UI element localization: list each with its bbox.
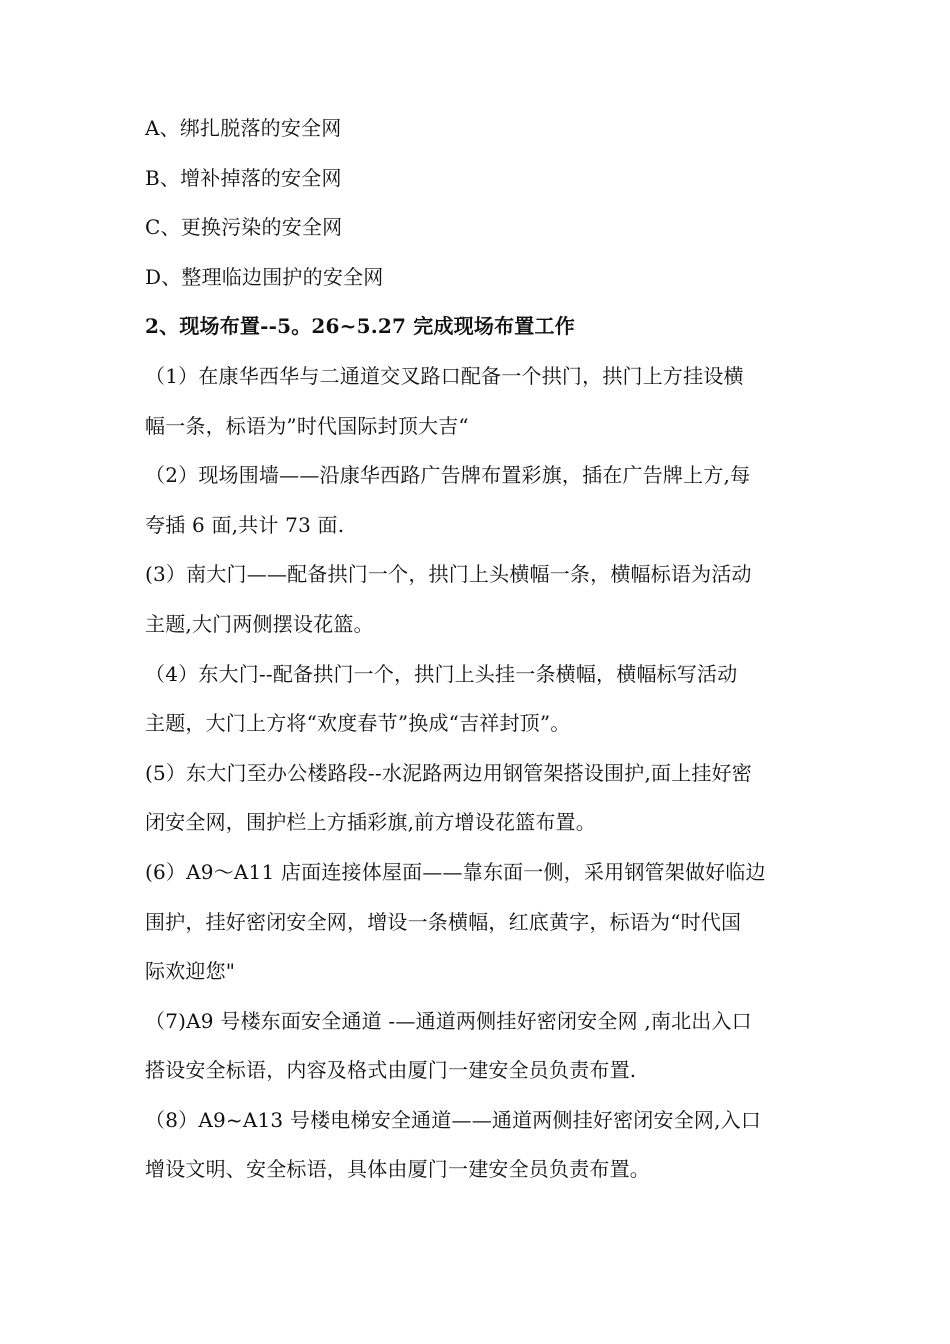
paragraph-line: 主题,大门两侧摆设花篮。: [145, 611, 374, 636]
paragraph-line: （4）东大门--配备拱门一个，拱门上头挂一条横幅，横幅标写活动: [145, 661, 738, 686]
paragraph-line: (5）东大门至办公楼路段--水泥路两边用钢管架搭设围护,面上挂好密: [145, 760, 752, 785]
paragraph-line: 幅一条，标语为”时代国际封顶大吉“: [145, 413, 469, 438]
paragraph-line: 闭安全网，围护栏上方插彩旗,前方增设花篮布置。: [145, 810, 596, 835]
paragraph-line: 搭设安全标语，内容及格式由厦门一建安全员负责布置.: [145, 1058, 637, 1083]
section-heading: 2、现场布置--5。26~5.27 完成现场布置工作: [145, 314, 575, 339]
option-d: D、整理临边围护的安全网: [145, 264, 384, 289]
paragraph-line: (3）南大门——配备拱门一个，拱门上头横幅一条，横幅标语为活动: [145, 562, 752, 587]
option-b: B、增补掉落的安全网: [145, 165, 342, 190]
paragraph-line: （1）在康华西华与二通道交叉路口配备一个拱门，拱门上方挂设横: [145, 363, 744, 388]
paragraph-line: （7)A9 号楼东面安全通道 -—通道两侧挂好密闭安全网 ,南北出入口: [145, 1008, 752, 1033]
paragraph-line: （2）现场围墙——沿康华西路广告牌布置彩旗，插在广告牌上方,每: [145, 463, 751, 488]
paragraph-line: （8）A9~A13 号楼电梯安全通道——通道两侧挂好密闭安全网,入口: [145, 1107, 762, 1132]
paragraph-line: 主题，大门上方将“欢度春节”换成“吉祥封顶”。: [145, 711, 571, 736]
paragraph-line: 围护，挂好密闭安全网，增设一条横幅，红底黄字，标语为“时代国: [145, 909, 742, 934]
document-body: [145, 104, 825, 1195]
paragraph-line: 增设文明、安全标语，具体由厦门一建安全员负责布置。: [145, 1157, 650, 1182]
option-a: A、绑扎脱落的安全网: [145, 116, 342, 140]
paragraph-line: (6）A9～A11 店面连接体屋面——靠东面一侧，采用钢管架做好临边: [145, 859, 766, 884]
option-c: C、更换污染的安全网: [145, 215, 343, 240]
paragraph-line: 夸插 6 面,共计 73 面.: [145, 512, 345, 537]
paragraph-line: 际欢迎您": [145, 959, 236, 984]
